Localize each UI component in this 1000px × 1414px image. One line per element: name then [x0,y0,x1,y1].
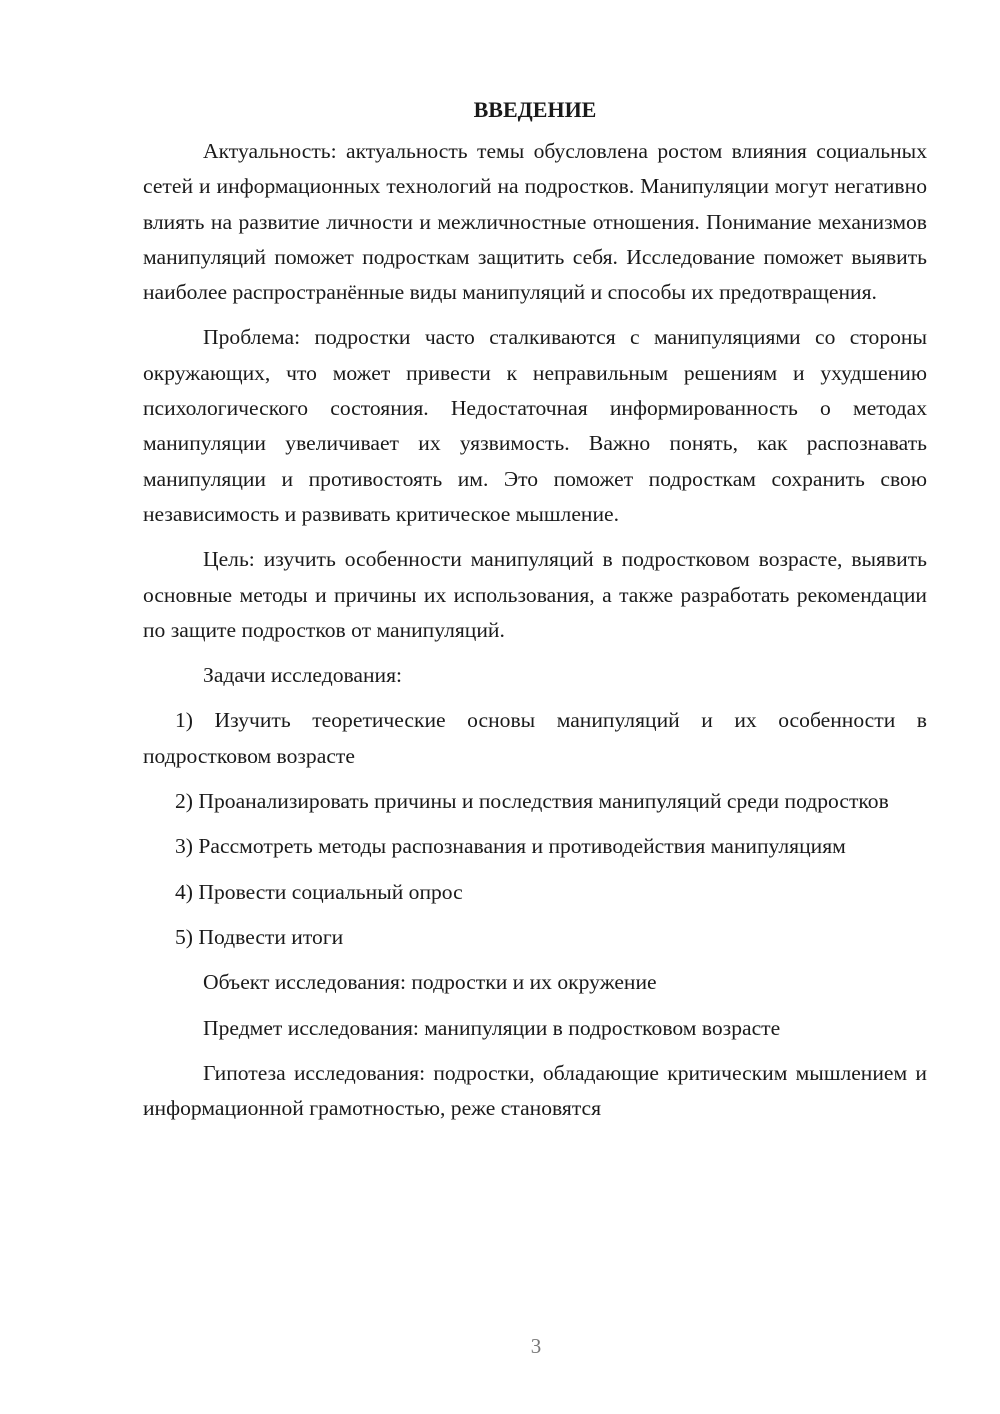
task-item-4: 4) Провести социальный опрос [175,879,463,904]
paragraph-goal: Цель: изучить особенности манипуляций в подростковом возрасте, выявить основные методы и причины их использования, а также разработать рекомендации по защите подростков от манипуляций. [143,547,927,642]
page-content [143,96,927,1126]
page-title: ВВЕДЕНИЕ [473,97,597,122]
page-number: 3 [530,1334,542,1358]
paragraph-subject: Предмет исследования: манипуляции в подростковом возрасте [203,1015,781,1040]
paragraph-object: Объект исследования: подростки и их окружение [203,970,657,995]
paragraph-problem: Проблема: подростки часто сталкиваются с манипуляциями со стороны окружающих, что может привести к неправильным решениям и ухудшению психологического состояния. Недостаточная информированность о методах манипуляции увеличивает их уязвимость. Важно понять, как распознавать манипуляции и противостоять им. Это поможет подросткам сохранить свою независимость и развивать критическое мышление. [143,325,927,526]
task-item-2: 2) Проанализировать причины и последствия манипуляций среди подростков [175,789,889,814]
task-item-5: 5) Подвести итоги [175,924,344,949]
paragraph-tasks-heading: Задачи исследования: [203,663,403,688]
paragraph-hypothesis: Гипотеза исследования: подростки, обладающие критическим мышлением и информационной грамотностью, реже становятся [143,1060,927,1121]
task-item-1: 1) Изучить теоретические основы манипуляций и их особенности в подростковом возрасте [143,708,927,768]
paragraph-relevance: Актуальность: актуальность темы обусловлена ростом влияния социальных сетей и информационных технологий на подростков. Манипуляции могут негативно влиять на развитие личности и межличностные отношения. Понимание механизмов манипуляций поможет подросткам защитить себя. Исследование поможет выявить наиболее распространённые виды манипуляций и способы их предотвращения. [143,139,927,305]
task-item-3: 3) Рассмотреть методы распознавания и противодействия манипуляциям [175,834,846,859]
